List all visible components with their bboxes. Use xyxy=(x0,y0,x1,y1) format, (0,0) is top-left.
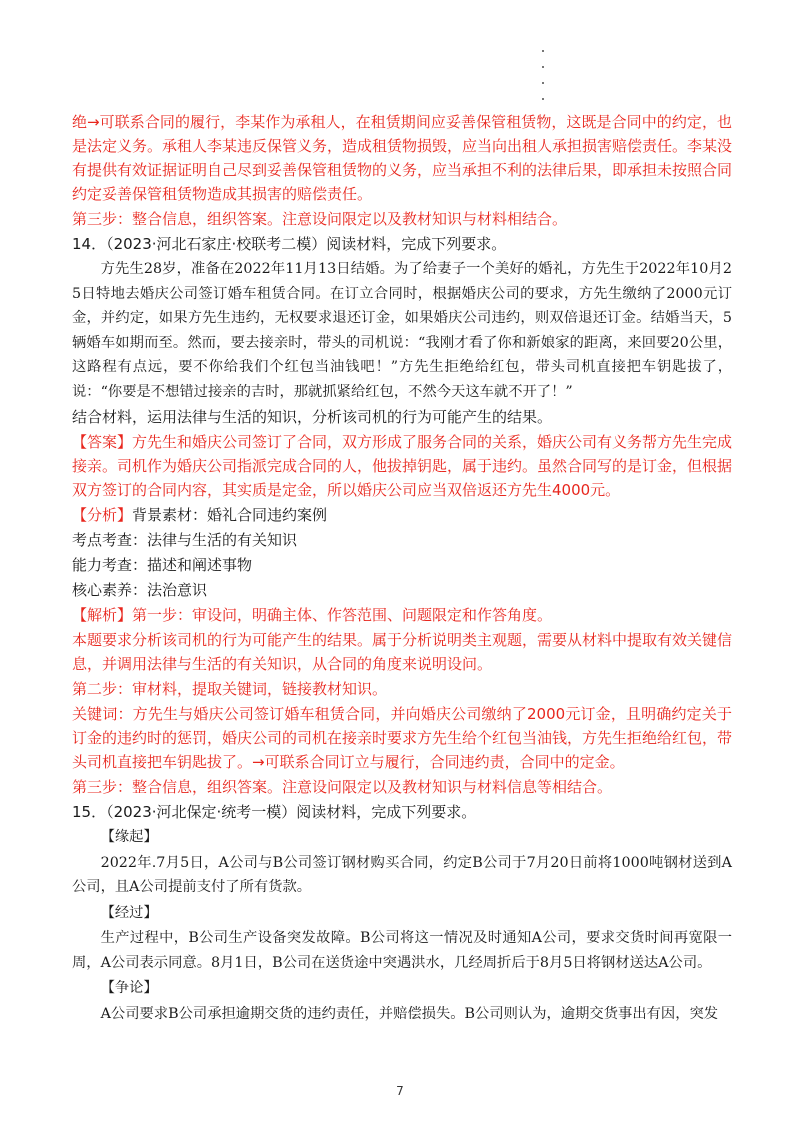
explanation-keywords: 关键词：方先生与婚庆公司签订婚车租赁合同，并向婚庆公司缴纳了2000元订金，且明确约定关于订金的违约时的惩罚，婚庆公司的司机在接亲时要求方先生给个红包当油钱，方先生拒绝给红包，带头司机直接把车钥匙拔了。→可联系合同订立与履行，合同违约责，合同中的定金。 xyxy=(72,705,733,771)
dot xyxy=(542,82,544,84)
analysis-tag: 【分析】 xyxy=(72,506,133,524)
step-three-q13: 第三步：整合信息，组织答案。注意设问限定以及教材知识与材料相结合。 xyxy=(72,210,568,228)
explanation-step-two: 第二步：审材料，提取关键词，链接教材知识。 xyxy=(72,680,388,698)
section-process-text: 生产过程中，B公司生产设备突发故障。B公司将这一情况及时通知A公司，要求交货时间再宽限一周，A公司表示同意。8月1日，B公司在送货途中突遇洪水，几经周折后于8月5日将钢材送达A公司。 xyxy=(72,930,732,971)
analysis-continuation: 绝→可联系合同的履行，李某作为承租人，在租赁期间应妥善保管租赁物，这既是合同中的约定，也是法定义务。承租人李某违反保管义务，造成租赁物损毁，应当向出租人承担损害赔偿责任。李某没有提供有效证据证明自己尽到妥善保管租赁物的义务，应当承担不利的法律后果，即承担未按照合同约定妥善保管租赁物造成其损害的赔偿责任。 xyxy=(72,113,733,203)
question-14-heading: 14．（2023·河北石家庄·校联考二模）阅读材料，完成下列要求。 xyxy=(72,235,507,253)
question-14-material: 方先生28岁，准备在2022年11月13日结婚。为了给妻子一个美好的婚礼，方先生于2022年10月25日特地去婚庆公司签订婚车租赁合同。在订立合同时，根据婚庆公司的要求，方先生缴纳了2000元订金，并约定，如果方先生违约，无权要求退还订金，如果婚庆公司违约，则双倍退还订金。结婚当天，5辆婚车如期而至。然而，要去接亲时，带头的司机说：“我刚才看了你和新娘家的距离，来回要20公里，这路程有点远，要不你给我们个红包当油钱吧！”方先生拒绝给红包，带头司机直接把车钥匙拔了，说：“你要是不想错过接亲的吉时，那就抓紧给红包，不然今天这车就不开了！” xyxy=(72,261,732,400)
question-15-heading: 15．（2023·河北保定·统考一模）阅读材料，完成下列要求。 xyxy=(72,803,477,821)
question-14-prompt: 结合材料，运用法律与生活的知识，分析该司机的行为可能产生的结果。 xyxy=(72,408,553,426)
explanation-step-one-detail: 本题要求分析该司机的行为可能产生的结果。属于分析说明类主观题，需要从材料中提取有效关键信息，并调用法律与生活的有关知识，从合同的角度来说明设问。 xyxy=(72,631,733,673)
corner-marks xyxy=(542,50,548,114)
ability-point: 能力考查：描述和阐述事物 xyxy=(72,556,253,574)
section-dispute-text: A公司要求B公司承担逾期交货的违约责任，并赔偿损失。B公司则认为，逾期交货事出有因，突发 xyxy=(100,1005,719,1022)
core-literacy: 核心素养：法治意识 xyxy=(72,581,208,599)
question-14-answer: 【答案】方先生和婚庆公司签订了合同，双方形成了服务合同的关系，婚庆公司有义务帮方先生完成接亲。司机作为婚庆公司指派完成合同的人，他拔掉钥匙，属于违约。虽然合同写的是订金，但根据双方签订的合同内容，其实质是定金，所以婚庆公司应当双倍返还方先生4000元。 xyxy=(72,433,733,499)
page-number: 7 xyxy=(396,1084,404,1098)
question-14-analysis xyxy=(72,503,732,527)
dot xyxy=(542,66,544,68)
section-process-label: 【经过】 xyxy=(100,904,158,921)
section-origin-label: 【缘起】 xyxy=(100,829,158,845)
exam-point: 考点考查：法律与生活的有关知识 xyxy=(72,531,298,549)
document-body xyxy=(72,110,732,1027)
explanation-step-one: 【解析】第一步：审设问，明确主体、作答范围、问题限定和作答角度。 xyxy=(72,606,553,624)
section-dispute-label: 【争论】 xyxy=(100,980,158,996)
dot xyxy=(542,98,544,100)
dot xyxy=(542,50,544,52)
section-origin-text: 2022年.7月5日，A公司与B公司签订钢材购买合同，约定B公司于7月20日前将1000吨钢材送到A公司，且A公司提前支付了所有货款。 xyxy=(72,854,732,895)
explanation-step-three: 第三步：整合信息，组织答案。注意设问限定以及教材知识与材料信息等相结合。 xyxy=(72,778,613,796)
analysis-text: 背景素材：婚礼合同违约案例 xyxy=(132,506,328,524)
